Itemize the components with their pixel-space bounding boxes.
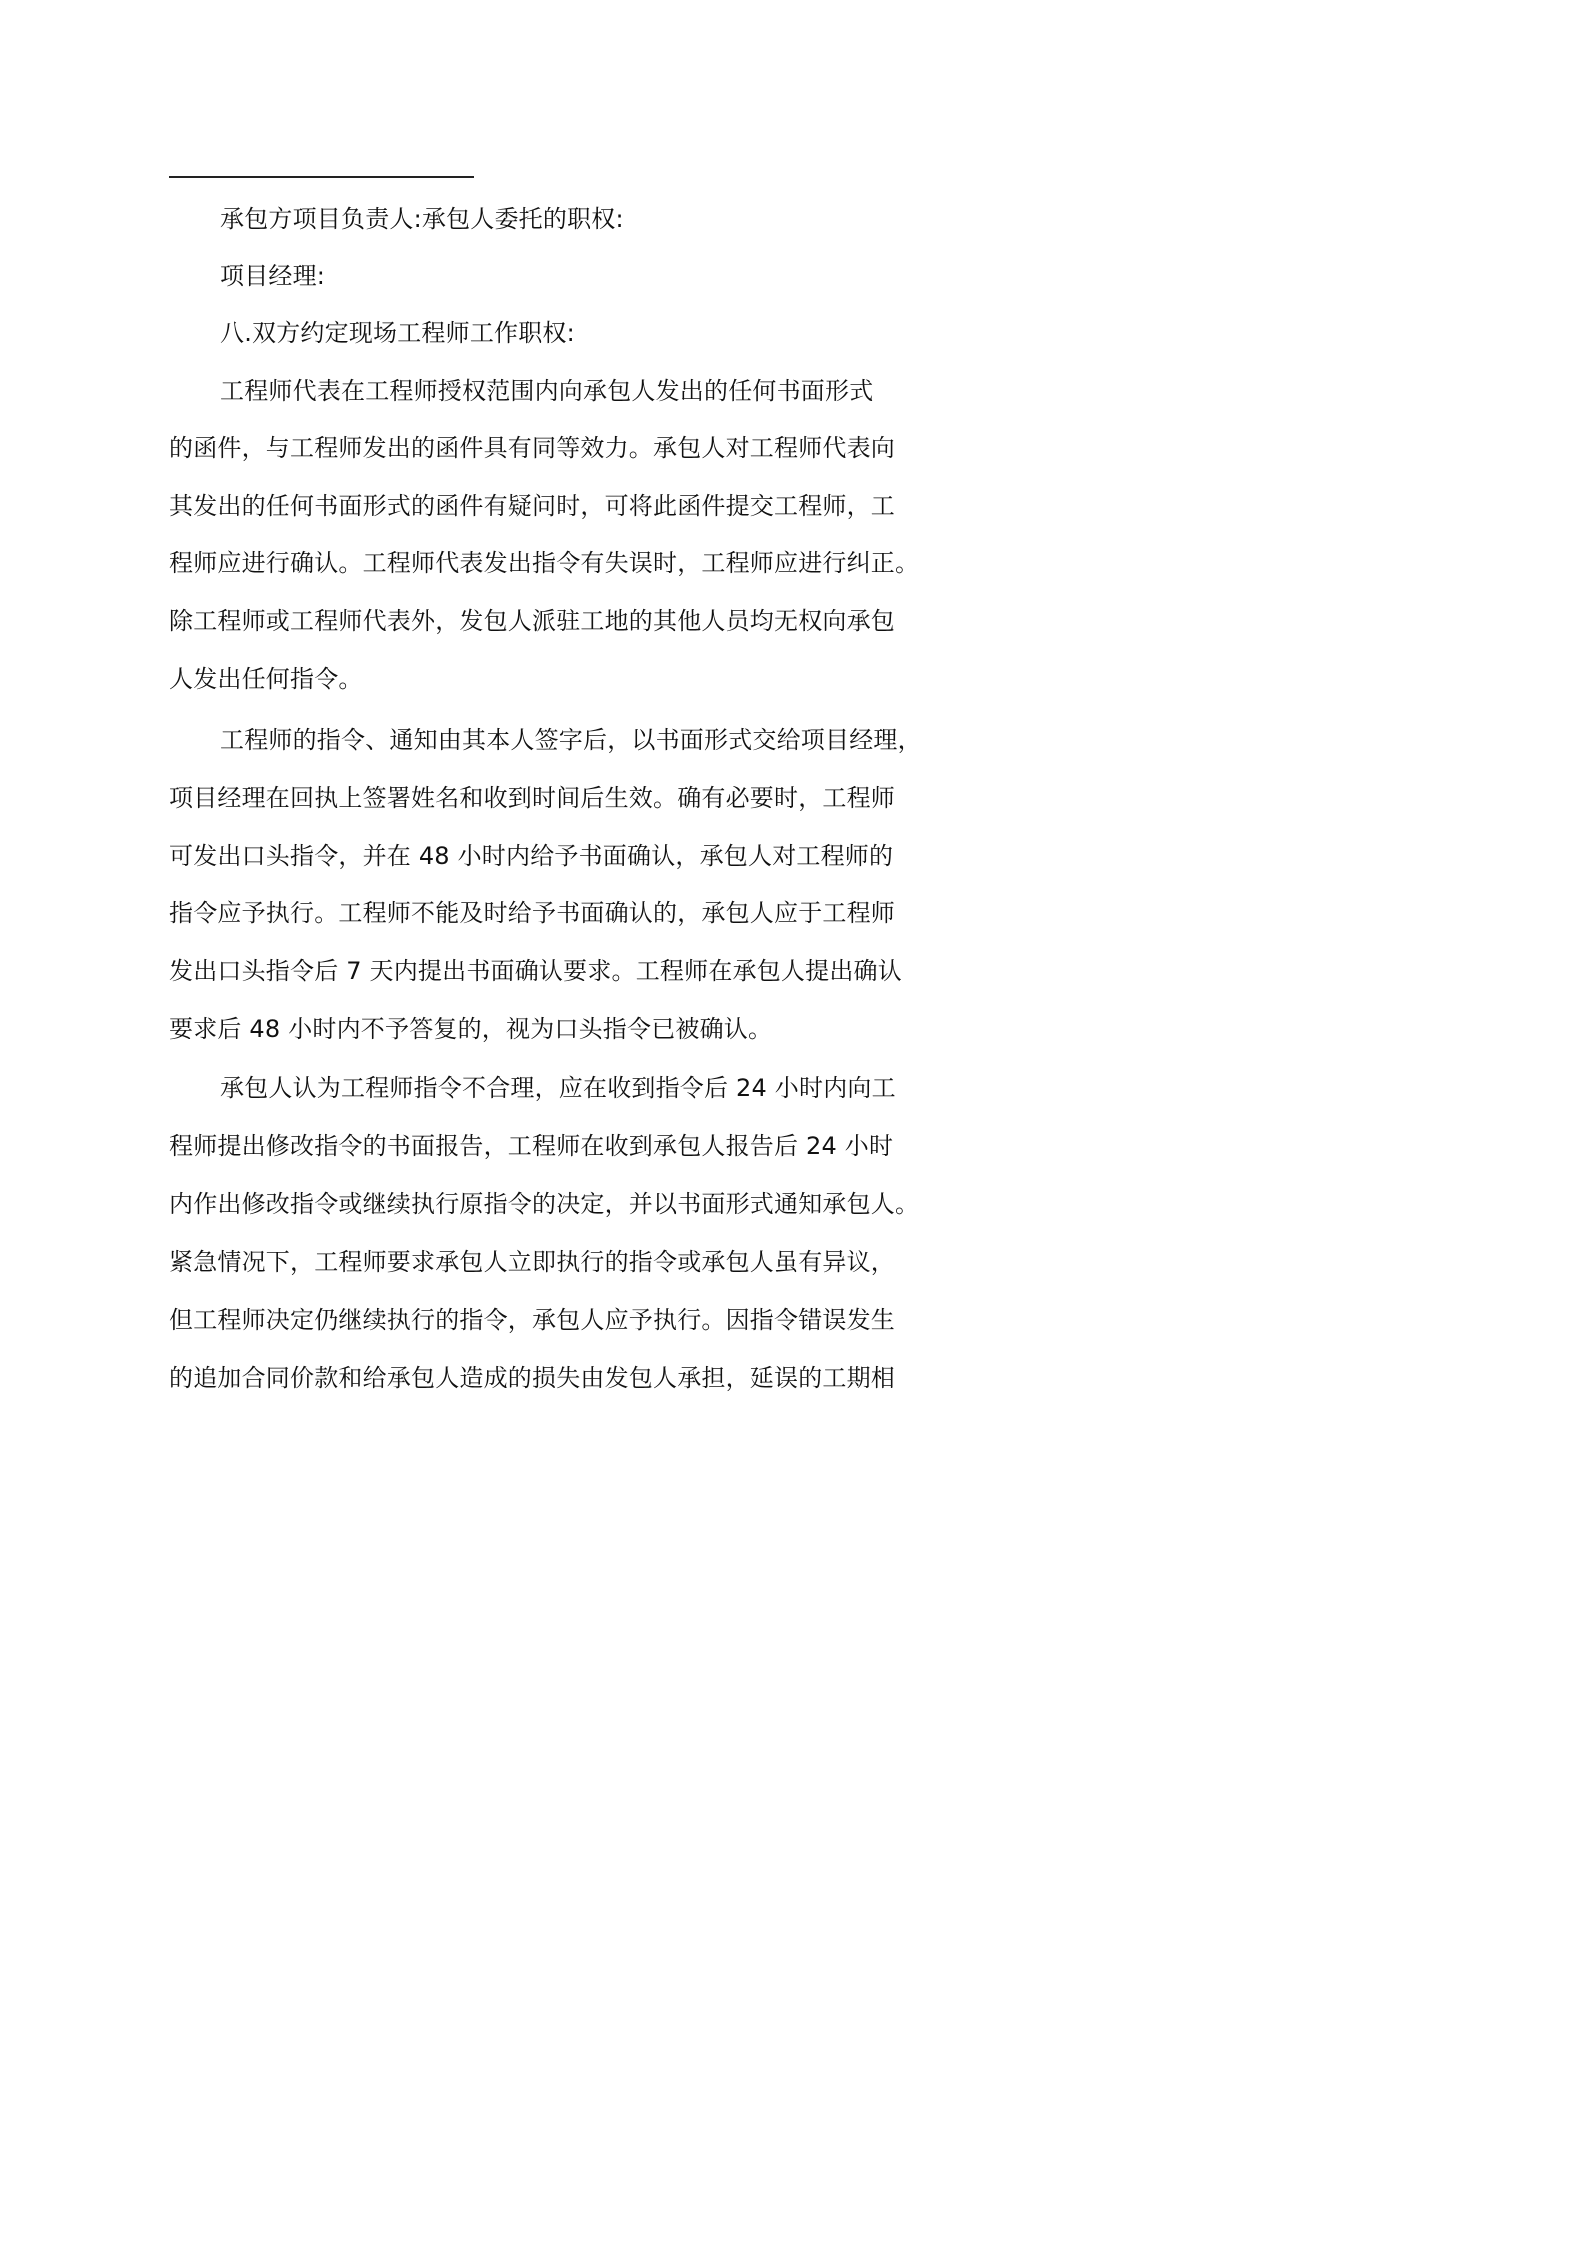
paragraph-line: 紧急情况下，工程师要求承包人立即执行的指令或承包人虽有异议， xyxy=(169,1248,895,1276)
paragraph-line: 指令应予执行。工程师不能及时给予书面确认的，承包人应于工程师 xyxy=(169,899,895,927)
section-heading: 八.双方约定现场工程师工作职权: xyxy=(220,319,575,347)
paragraph-line: 可发出口头指令，并在 48 小时内给予书面确认，承包人对工程师的 xyxy=(169,842,894,870)
paragraph-line: 除工程师或工程师代表外，发包人派驻工地的其他人员均无权向承包 xyxy=(169,607,895,635)
paragraph-line: 的追加合同价款和给承包人造成的损失由发包人承担，延误的工期相 xyxy=(169,1364,895,1392)
paragraph-line: 程师提出修改指令的书面报告，工程师在收到承包人报告后 24 小时 xyxy=(169,1132,894,1160)
paragraph-line: 内作出修改指令或继续执行原指令的决定，并以书面形式通知承包人。 xyxy=(169,1190,920,1218)
paragraph-line: 要求后 48 小时内不予答复的，视为口头指令已被确认。 xyxy=(169,1015,773,1043)
signature-blank-line xyxy=(169,176,474,178)
paragraph-line: 发出口头指令后 7 天内提出书面确认要求。工程师在承包人提出确认 xyxy=(169,957,902,985)
paragraph-line: 程师应进行确认。工程师代表发出指令有失误时，工程师应进行纠正。 xyxy=(169,549,920,577)
paragraph-line: 工程师代表在工程师授权范围内向承包人发出的任何书面形式 xyxy=(220,377,874,405)
paragraph-line: 的函件，与工程师发出的函件具有同等效力。承包人对工程师代表向 xyxy=(169,434,895,462)
paragraph-line: 其发出的任何书面形式的函件有疑问时，可将此函件提交工程师，工 xyxy=(169,492,895,520)
paragraph-line: 项目经理在回执上签署姓名和收到时间后生效。确有必要时，工程师 xyxy=(169,784,895,812)
project-manager-label: 项目经理: xyxy=(220,262,326,290)
paragraph-line: 工程师的指令、通知由其本人签字后，以书面形式交给项目经理， xyxy=(220,726,922,754)
paragraph-line: 人发出任何指令。 xyxy=(169,665,363,693)
contractor-manager-label: 承包方项目负责人:承包人委托的职权: xyxy=(220,205,624,233)
paragraph-line: 但工程师决定仍继续执行的指令，承包人应予执行。因指令错误发生 xyxy=(169,1306,895,1334)
paragraph-line: 承包人认为工程师指令不合理，应在收到指令后 24 小时内向工 xyxy=(220,1074,896,1102)
